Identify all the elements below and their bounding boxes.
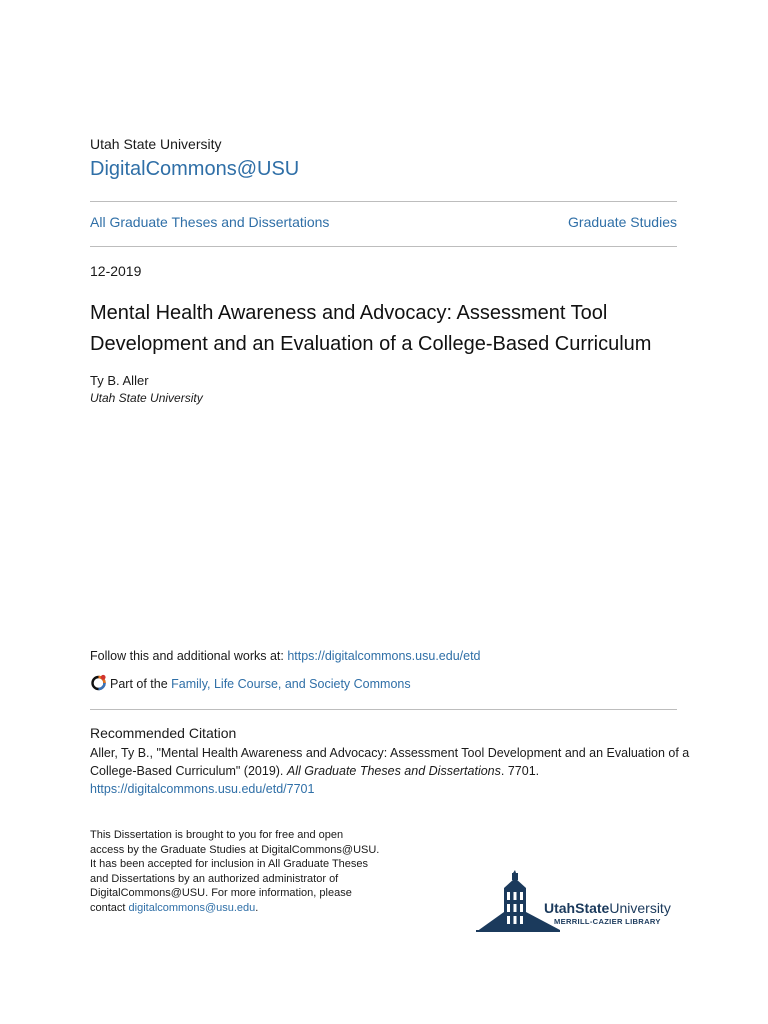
repository-link[interactable]: DigitalCommons@USU — [90, 158, 300, 180]
author-name: Ty B. Aller — [90, 373, 149, 388]
series-link[interactable]: All Graduate Theses and Dissertations — [90, 214, 330, 230]
citation-text — [90, 744, 690, 798]
network-icon — [90, 674, 110, 694]
notice-end: . — [255, 901, 259, 914]
logo-wordmark — [544, 900, 671, 916]
author-affiliation: Utah State University — [90, 391, 203, 405]
part-of-line — [90, 674, 411, 694]
citation-number: . 7701. — [500, 764, 540, 778]
publication-date: 12-2019 — [90, 263, 142, 279]
citation-heading: Recommended Citation — [90, 725, 237, 741]
commons-link[interactable]: Family, Life Course, and Society Commons — [171, 677, 411, 691]
citation-body: Aller, Ty B., "Mental Health Awareness and Advocacy: Assessment Tool Development and an Evaluation of a College-Based Curriculum" (2019). — [90, 746, 690, 778]
institution-name: Utah State University — [90, 136, 222, 152]
divider — [90, 246, 677, 247]
collection-link[interactable]: https://digitalcommons.usu.edu/etd — [287, 649, 481, 663]
contact-email-link[interactable]: digitalcommons@usu.edu — [128, 901, 256, 914]
logo-wordmark-light: University — [609, 900, 671, 916]
divider — [90, 201, 677, 202]
divider — [90, 709, 677, 710]
access-notice — [90, 828, 380, 916]
notice-text: This Dissertation is brought to you for free and open access by the Graduate Studies at DigitalCommons@USU. It has been accepted for inclusion in All Graduate Theses and Dissertations by an authorized administrator of DigitalCommons@USU. For more information, please contact — [90, 829, 380, 914]
follow-line — [90, 649, 481, 663]
follow-label: Follow this and additional works at: — [90, 649, 288, 663]
department-link[interactable]: Graduate Studies — [568, 214, 677, 230]
library-logo — [474, 870, 680, 936]
citation-link[interactable]: https://digitalcommons.usu.edu/etd/7701 — [90, 782, 315, 796]
part-of-prefix: Part of the — [110, 677, 172, 691]
citation-series: All Graduate Theses and Dissertations — [286, 764, 501, 778]
document-title: Mental Health Awareness and Advocacy: Assessment Tool Development and an Evaluation of a College-Based Curriculum — [90, 302, 652, 355]
logo-subtitle: MERRILL-CAZIER LIBRARY — [554, 917, 661, 926]
logo-wordmark-bold: UtahState — [544, 900, 610, 916]
